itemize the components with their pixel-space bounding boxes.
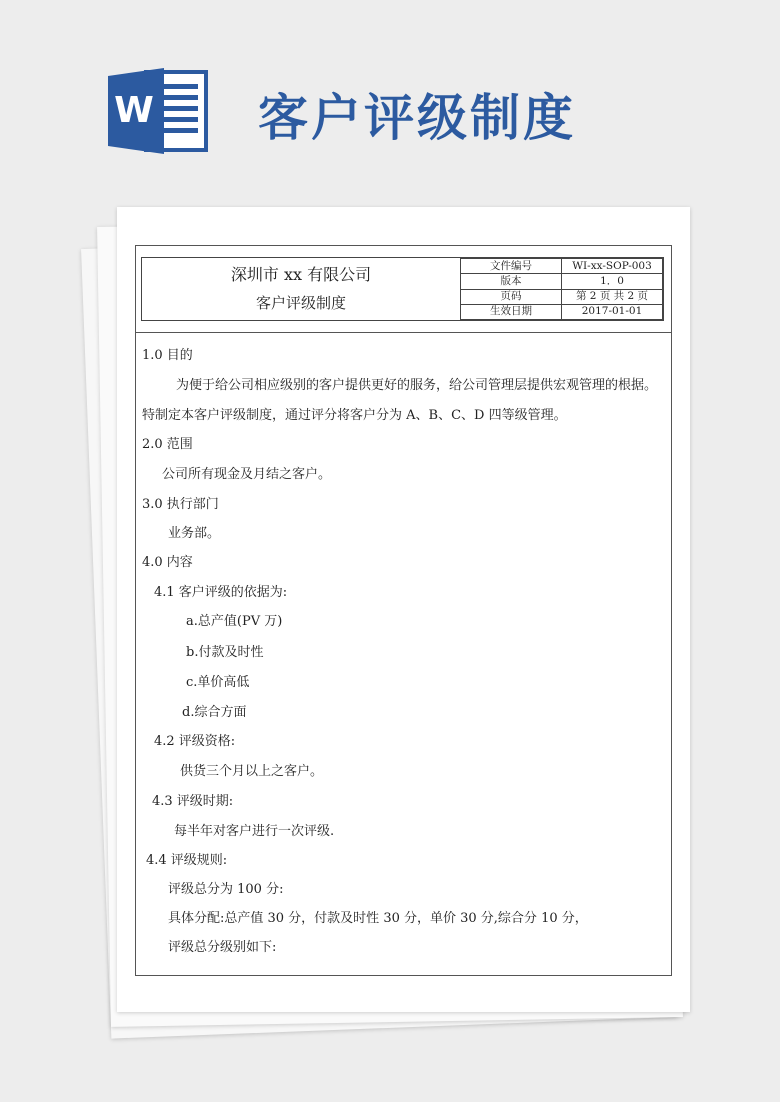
subsection-heading: 4.2 评级资格:	[154, 734, 236, 749]
word-document-icon	[108, 68, 208, 154]
document-title: 客户评级制度	[255, 294, 346, 312]
paragraph: 供货三个月以上之客户。	[180, 764, 324, 779]
company-name: 深圳市 xx 有限公司	[230, 265, 372, 284]
meta-value: 第 2 页 共 2 页	[562, 289, 663, 304]
page-title: 客户评级制度	[258, 89, 576, 147]
paragraph: 业务部。	[168, 526, 221, 541]
section-heading-content: 4.0 内容	[142, 555, 193, 570]
paragraph: 为便于给公司相应级别的客户提供更好的服务，给公司管理层提供宏观管理的根据。	[176, 378, 658, 393]
paragraph: 每半年对客户进行一次评级.	[174, 824, 335, 839]
list-item: c.单价高低	[186, 675, 250, 690]
document-frame	[135, 245, 672, 976]
meta-row-version	[461, 274, 663, 289]
paragraph: 评级总分级别如下:	[168, 940, 277, 955]
list-item: d.综合方面	[182, 705, 247, 720]
section-heading-department: 3.0 执行部门	[142, 497, 219, 512]
list-item: b.付款及时性	[186, 645, 264, 660]
subsection-heading: 4.1 客户评级的依据为:	[154, 585, 288, 600]
subsection-heading: 4.3 评级时期:	[152, 794, 234, 809]
section-heading-purpose: 1.0 目的	[142, 348, 193, 363]
meta-value: 2017-01-01	[562, 304, 663, 319]
document-header	[141, 257, 664, 321]
meta-label: 生效日期	[461, 304, 562, 319]
document-body	[136, 332, 671, 972]
meta-label: 页码	[461, 289, 562, 304]
meta-row-effective-date	[461, 304, 663, 319]
meta-value: 1．0	[562, 274, 663, 289]
list-item: a.总产值(PV 万)	[186, 614, 283, 629]
subsection-heading: 4.4 评级规则:	[146, 853, 228, 868]
meta-label: 版本	[461, 274, 562, 289]
svg-text:W: W	[114, 90, 154, 131]
meta-value: WI-xx-SOP-003	[562, 259, 663, 274]
meta-row-page	[461, 289, 663, 304]
paragraph: 特制定本客户评级制度，通过评分将客户分为 A、B、C、D 四等级管理。	[142, 408, 567, 423]
document-meta-table	[460, 258, 663, 320]
meta-row-doc-number	[461, 259, 663, 274]
paragraph: 评级总分为 100 分:	[168, 882, 284, 897]
paragraph: 公司所有现金及月结之客户。	[162, 467, 332, 482]
section-heading-scope: 2.0 范围	[142, 437, 193, 452]
meta-label: 文件编号	[461, 259, 562, 274]
paragraph: 具体分配:总产值 30 分，付款及时性 30 分，单价 30 分,综合分 10 分，	[168, 911, 588, 926]
